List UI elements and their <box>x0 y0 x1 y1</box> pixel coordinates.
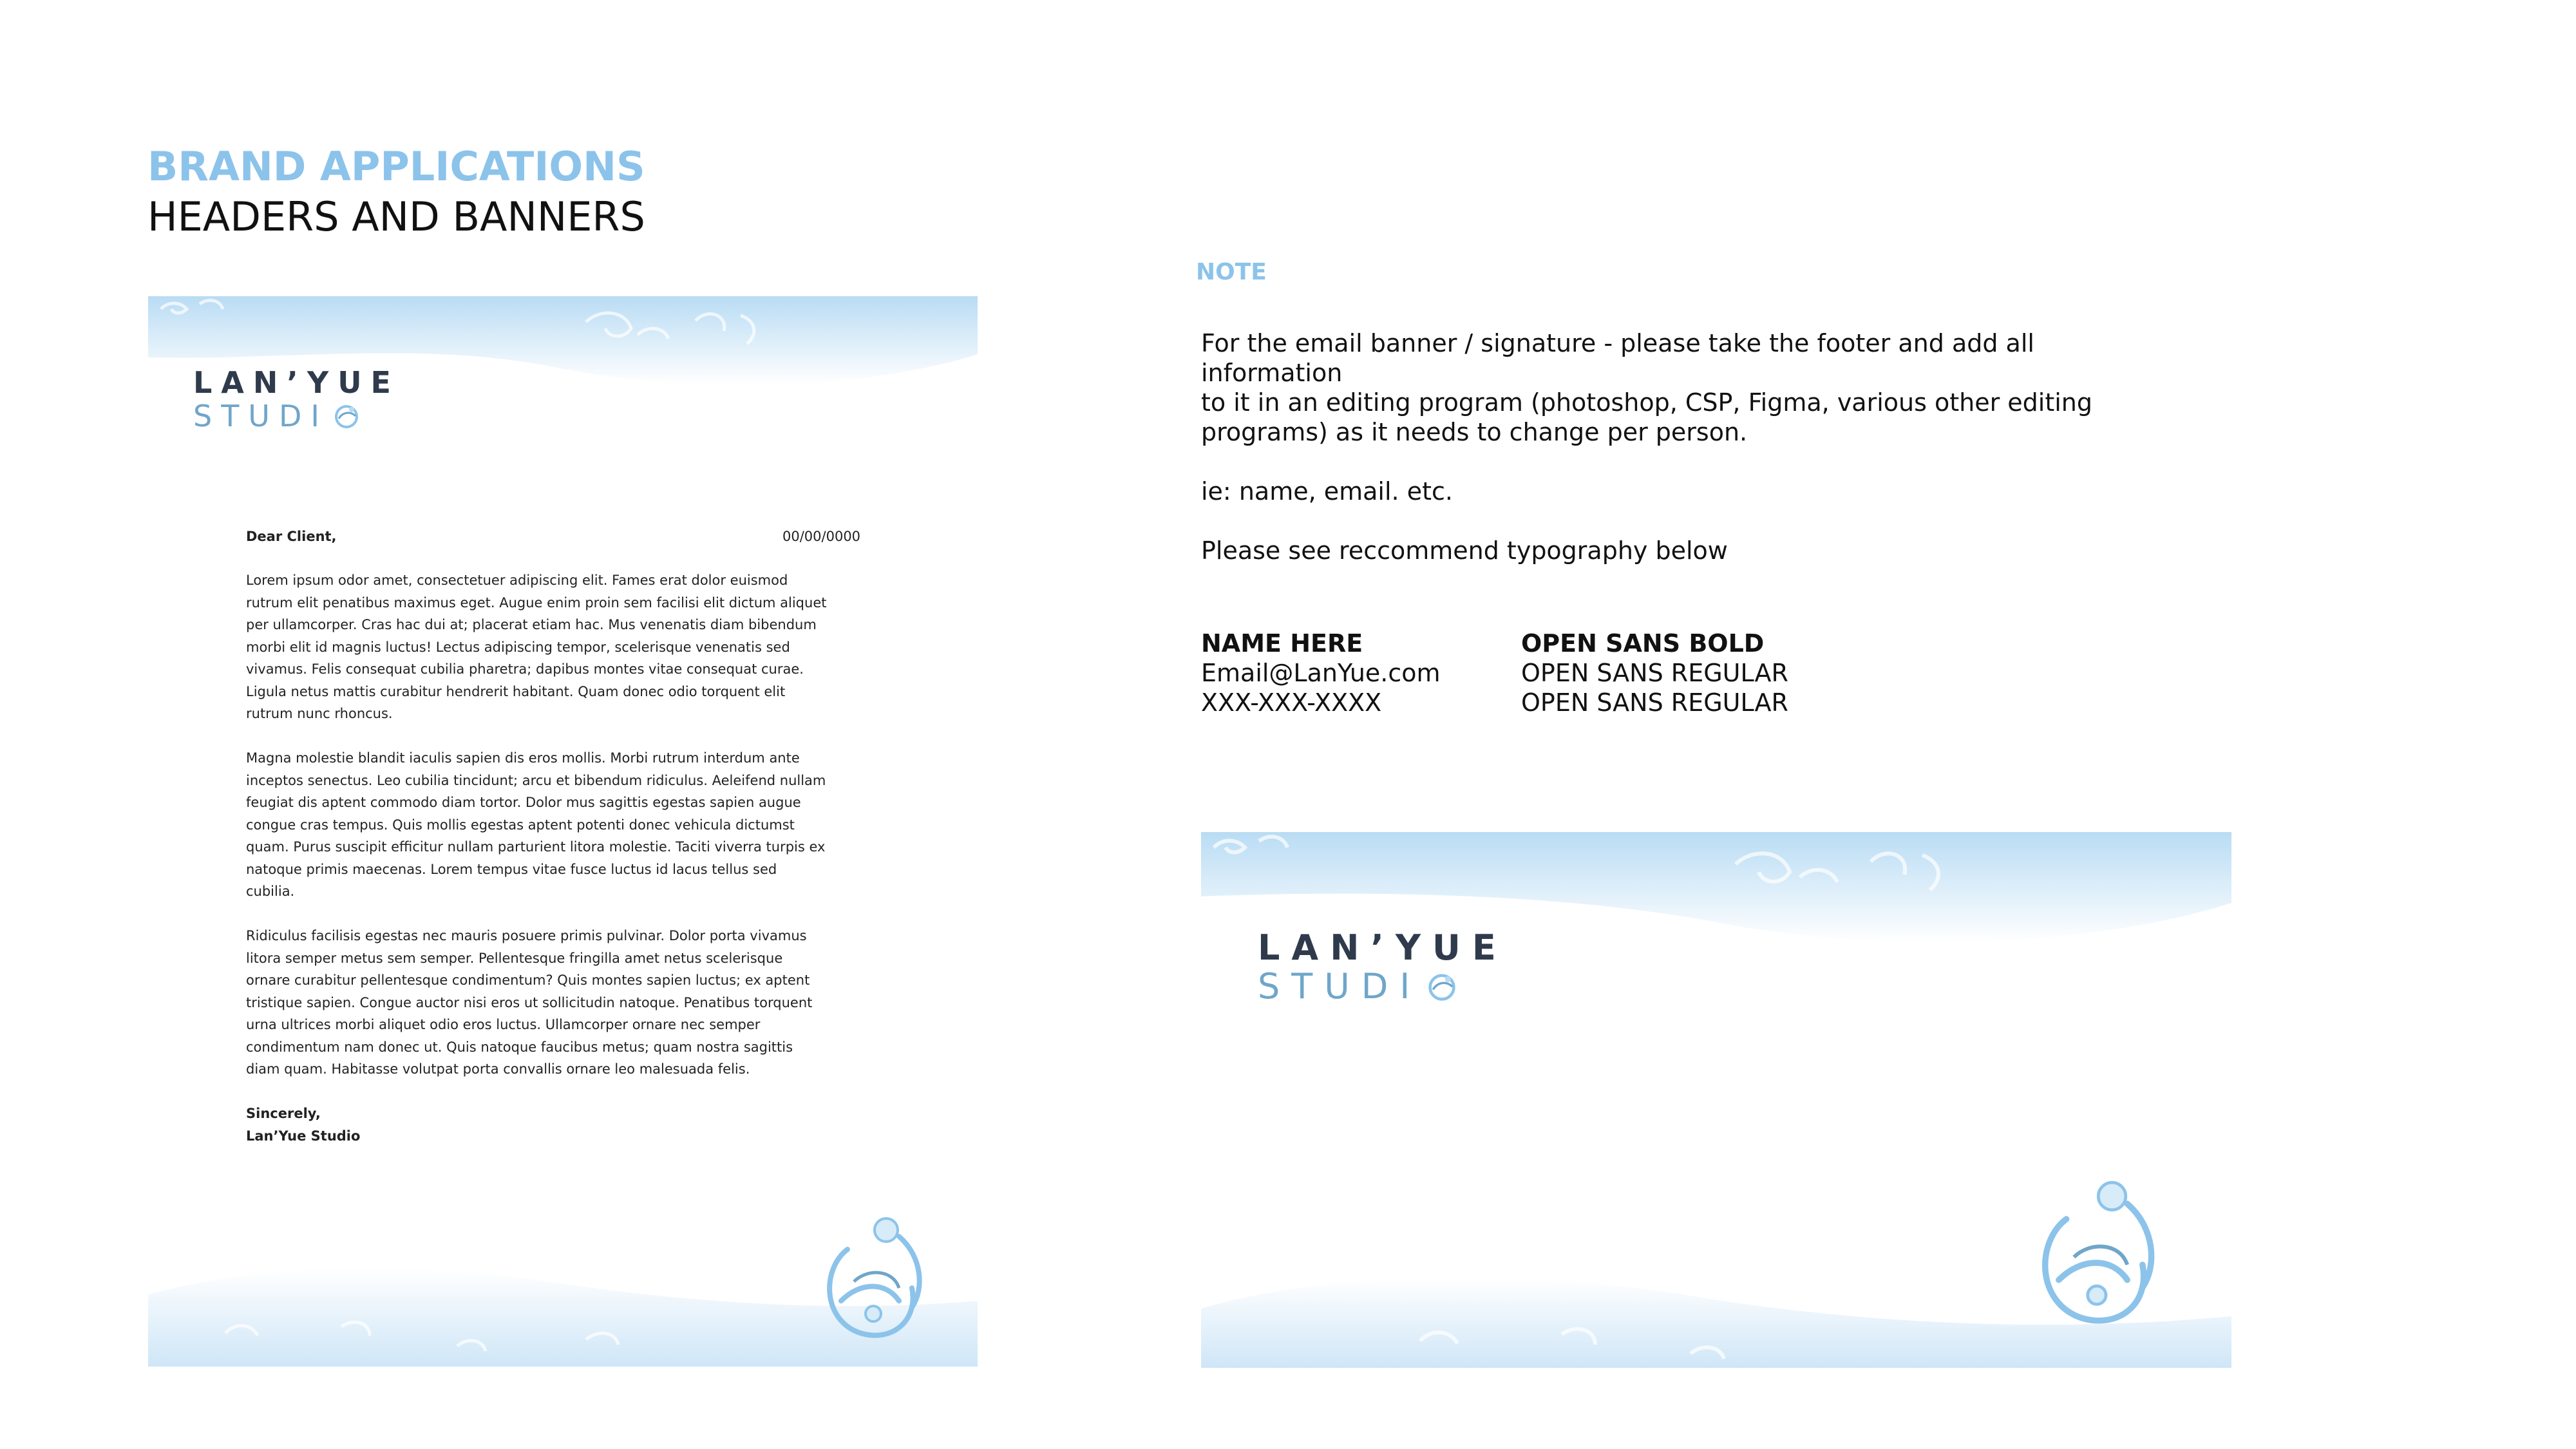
studio-logo <box>193 366 400 433</box>
section-title: HEADERS AND BANNERS <box>147 193 645 240</box>
paragraph-2: Magna molestie blandit iaculis sapien dis eros mollis. Morbi rutrum interdum ante inceptos senectus. Leo cubilia tincidunt; arcu et bibendum ridiculus. Aeleifend nullam feugiat dis aptent commodo diam tortor. Dolor mus sagittis egestas sapien augue congue cras tempus. Quis mollis egestas aptent potenti donec vehicula dictumst quam. Purus suscipit efficitur nullam parturient litora molestie. Taciti viverra turpis ex natoque primis maecenas. Lorem tempus vitae fusce luctus id lacus tellus sed cubilia. <box>246 750 826 899</box>
letter-date: 00/00/0000 <box>782 529 861 544</box>
letter-salutation: Dear Client, <box>246 529 337 544</box>
letter-body <box>246 569 896 1147</box>
note-body <box>1201 328 2167 595</box>
dolphin-mark-icon <box>332 403 361 429</box>
note-heading: NOTE <box>1196 259 1267 285</box>
brand-applications-title: BRAND APPLICATIONS <box>147 143 645 190</box>
sample-phone: XXX-XXX-XXXX <box>1201 688 1382 717</box>
sample-name: NAME HERE <box>1201 629 1363 658</box>
banner-logo <box>1258 929 1508 1006</box>
dolphin-mark-icon <box>1425 972 1459 1001</box>
typography-fonts <box>1521 629 1788 717</box>
logo-studio-text: STUDI <box>193 399 328 433</box>
font-regular-label-2: OPEN SANS REGULAR <box>1521 688 1788 717</box>
letterhead-page <box>148 296 978 1367</box>
banner-logo-lanyue: LANʼYUE <box>1258 927 1508 968</box>
banner-logo-studio-text: STUDI <box>1258 966 1422 1007</box>
note-instructions: For the email banner / signature - please take the footer and add all information to it in an editing program (photoshop, CSP, Figma, various other editing programs) as it needs to change per person. <box>1201 329 2093 446</box>
typography-sample <box>1201 629 1441 717</box>
logo-wordmark-lanyue: LANʼYUE <box>193 365 400 400</box>
note-see-below: Please see reccommend typography below <box>1201 536 1728 565</box>
letter-signature: Lan’Yue Studio <box>246 1128 361 1144</box>
logo-wordmark-studio <box>193 399 400 433</box>
dolphin-emblem-icon <box>809 1211 931 1352</box>
email-banner <box>1201 832 2231 1368</box>
note-example: ie: name, email. etc. <box>1201 477 1453 506</box>
paragraph-3: Ridiculus facilisis egestas nec mauris posuere primis pulvinar. Dolor porta vivamus litora semper metus sem semper. Pellentesque fringilla amet netus scelerisque ornare curabitur pellentesque condimentum? Quis montes sapien luctus; ex aptent tristique sapien. Congue auctor nisi eros ut sollicitudin natoque. Penatibus torquent urna ultrices morbi aliquet odio eros luctus. Ullamcorper ornare nec semper condimentum nam donec ut. Quis natoque faucibus metus; quam nostra sagittis diam quam. Habitasse volutpat porta convallis ornare leo malesuada felis. <box>246 928 813 1077</box>
font-regular-label-1: OPEN SANS REGULAR <box>1521 659 1788 687</box>
banner-dolphin-emblem-icon <box>2019 1173 2167 1341</box>
sample-email: Email@LanYue.com <box>1201 659 1441 687</box>
paragraph-1: Lorem ipsum odor amet, consectetuer adipiscing elit. Fames erat dolor euismod rutrum elit penatibus maximus eget. Augue enim proin sem facilisi elit dictum aliquet per ullamcorper. Cras hac dui at; placerat etiam hac. Mus venenatis diam bibendum morbi elit id magnis luctus! Lectus adipiscing tempor, scelerisque venenatis sed vivamus. Felis consequat cubilia pharetra; dapibus montes vitae consequat curae. Ligula netus mattis curabitur hendrerit habitant. Quam donec odio torquent elit rutrum nunc rhoncus. <box>246 573 827 721</box>
letter-closing: Sincerely, <box>246 1106 321 1121</box>
font-bold-label: OPEN SANS BOLD <box>1521 629 1765 658</box>
banner-logo-studio <box>1258 967 1508 1006</box>
